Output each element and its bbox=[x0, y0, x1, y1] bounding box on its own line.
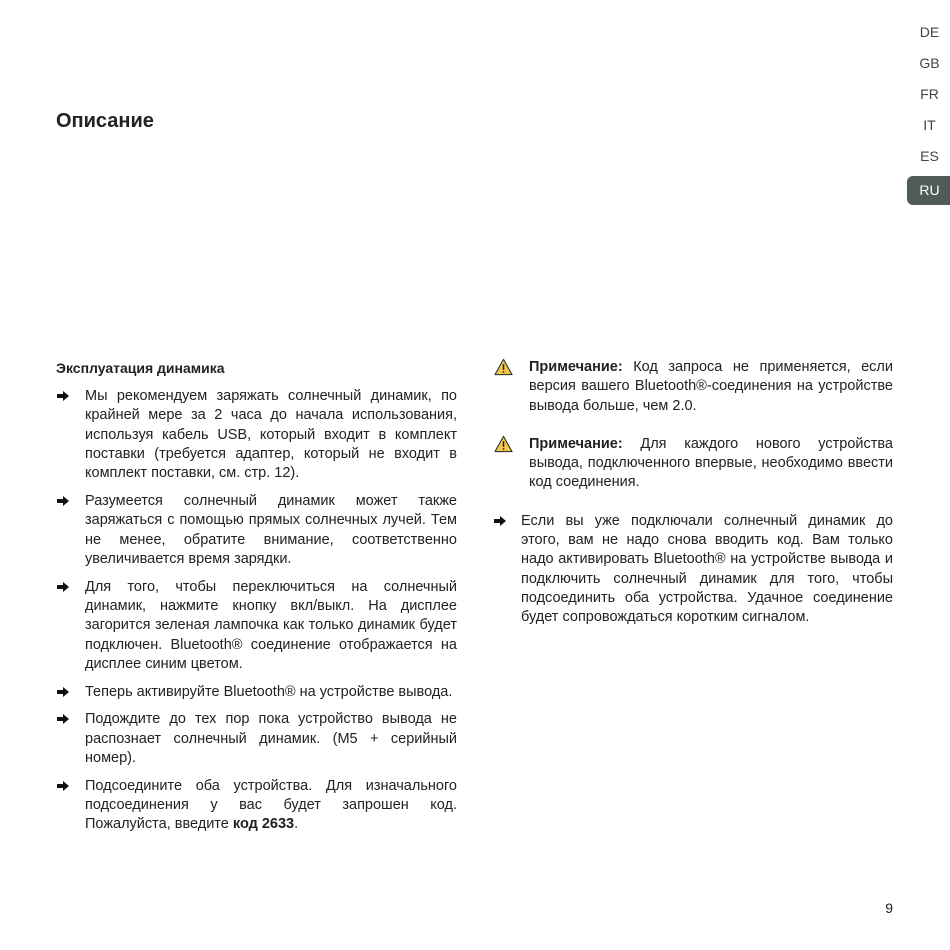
list-item bbox=[56, 777, 457, 835]
lang-tab-fr[interactable]: FR bbox=[920, 86, 939, 102]
lang-tab-gb[interactable]: GB bbox=[919, 55, 940, 71]
note-label: Примечание: bbox=[529, 435, 623, 452]
list-item bbox=[56, 387, 457, 483]
instruction-list bbox=[56, 387, 457, 835]
note-block bbox=[493, 435, 893, 493]
warning-icon bbox=[494, 358, 513, 376]
arrow-right-icon bbox=[57, 686, 69, 698]
page-title: Описание bbox=[56, 110, 154, 132]
note-text: Для каждого нового устройства вывода, подключенного впервые, необходимо ввести код соединения. bbox=[529, 435, 893, 491]
list-item-text: Теперь активируйте Bluetooth® на устройстве вывода. bbox=[85, 683, 453, 700]
lang-tab-it[interactable]: IT bbox=[923, 117, 936, 133]
list-item bbox=[493, 512, 893, 628]
right-column bbox=[493, 358, 893, 636]
code-suffix: . bbox=[294, 816, 299, 833]
left-column bbox=[56, 358, 457, 843]
note-label: Примечание: bbox=[529, 359, 623, 375]
arrow-right-icon bbox=[57, 390, 69, 402]
lang-tab-es[interactable]: ES bbox=[920, 148, 939, 164]
instruction-list bbox=[493, 512, 893, 628]
arrow-right-icon bbox=[57, 780, 69, 792]
arrow-right-icon bbox=[57, 713, 69, 725]
arrow-right-icon bbox=[57, 495, 69, 507]
arrow-right-icon bbox=[57, 581, 69, 593]
note-text: Код запроса не применяется, если версия вашего Bluetooth®-соединения на устройстве вывода больше, чем 2.0. bbox=[529, 359, 893, 414]
warning-icon bbox=[494, 435, 513, 453]
page-number: 9 bbox=[885, 900, 893, 916]
list-item bbox=[56, 492, 457, 569]
lang-tab-de[interactable]: DE bbox=[919, 24, 940, 40]
section-heading: Эксплуатация динамика bbox=[56, 360, 225, 376]
arrow-right-icon bbox=[494, 515, 506, 527]
note-block bbox=[493, 358, 893, 416]
list-item-text: Подождите до тех пор пока устройство вывода не распознает солнечный динамик. (M5 + серийный номер). bbox=[85, 711, 457, 767]
language-tabs bbox=[907, 20, 950, 205]
lang-tab-ru[interactable]: RU bbox=[907, 176, 950, 205]
list-item bbox=[56, 710, 457, 768]
connection-code: код 2633 bbox=[232, 816, 295, 833]
list-item-text: Мы рекомендуем заряжать солнечный динамик, по крайней мере за 2 часа до начала использования, используя кабель USB, который входит в комплект поставки (требуется адаптер, который не входит в комплект поставки, см. стр. 12). bbox=[85, 388, 457, 482]
list-item-text: Для того, чтобы переключиться на солнечный динамик, нажмите кнопку вкл/выкл. На дисплее загорится зеленая лампочка как только динамик будет подключен. Bluetooth® соединение отображается на дисплее синим цветом. bbox=[85, 578, 457, 672]
list-item-text: Разумеется солнечный динамик может также заряжаться с помощью прямых солнечных лучей. Тем не менее, обратите внимание, соответственно увеличивается время зарядки. bbox=[85, 492, 457, 567]
list-item-text: Если вы уже подключали солнечный динамик до этого, вам не надо снова вводить код. Вам только надо активировать Bluetooth® на устройстве вывода и подключить солнечный динамик для того, чтобы подсоединить оба устройства. Удачное соединение будет сопровождаться коротким сигналом. bbox=[521, 512, 893, 626]
list-item bbox=[56, 683, 457, 702]
list-item-text: Подсоедините оба устройства. Для изначального подсоединения у вас будет запрошен код. Пожалуйста, введите bbox=[85, 777, 457, 833]
list-item bbox=[56, 578, 457, 674]
